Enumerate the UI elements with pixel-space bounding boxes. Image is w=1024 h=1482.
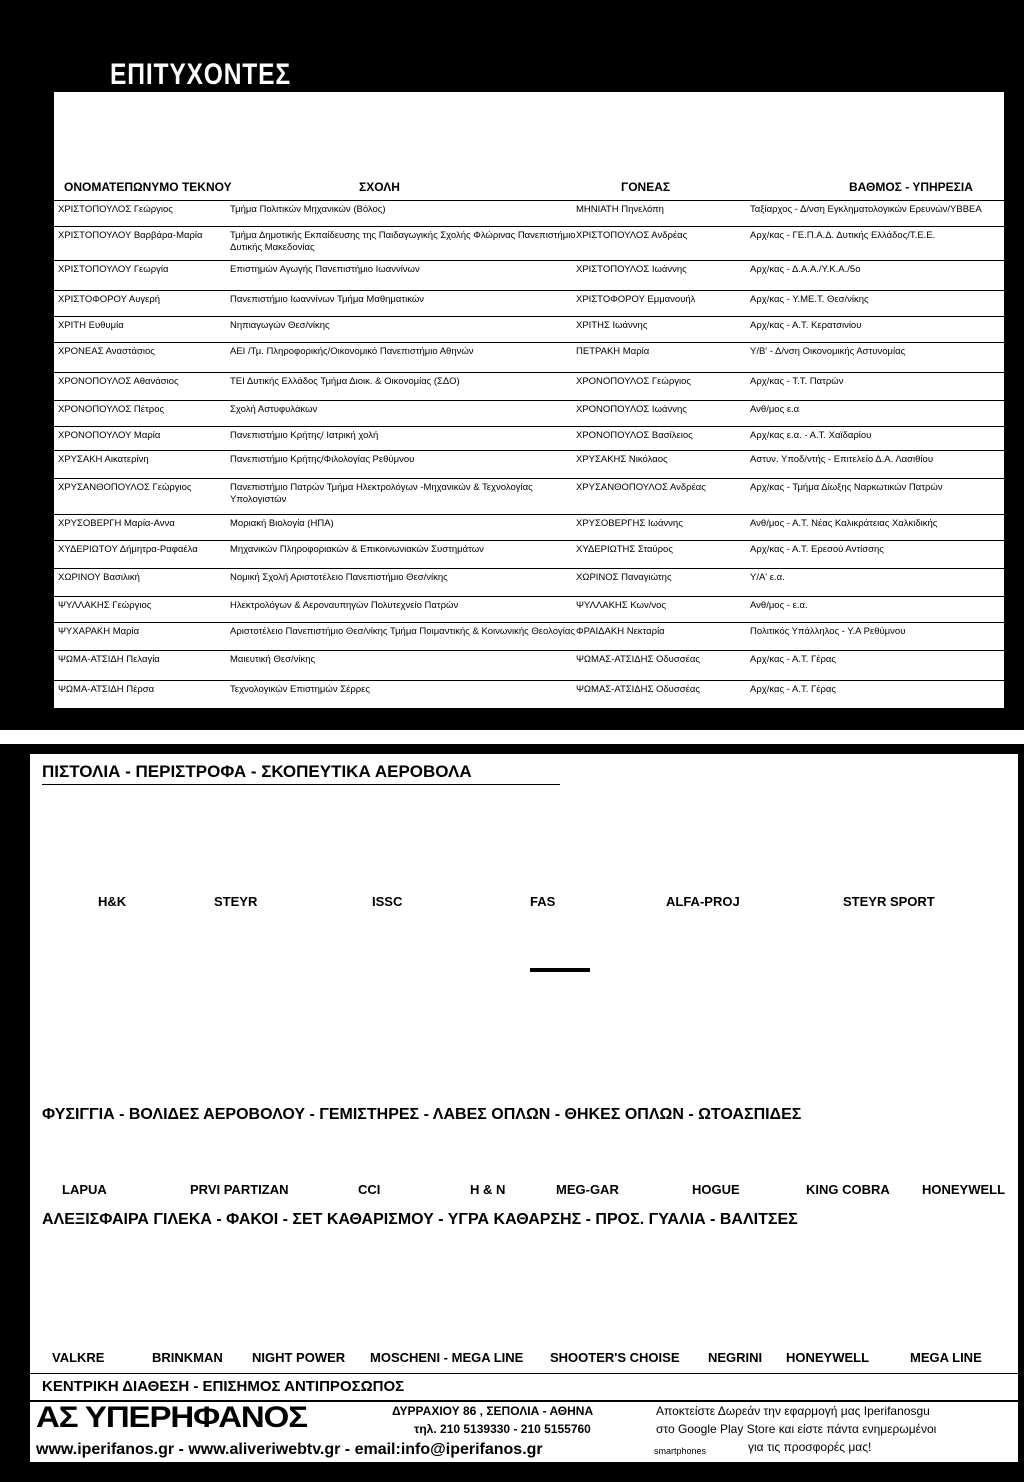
- brand-label: MOSCHENI - MEGA LINE: [370, 1350, 524, 1365]
- header-parent: ΓΟΝΕΑΣ: [621, 180, 671, 194]
- brand-label: BRINKMAN: [152, 1350, 223, 1365]
- cell-school: ΑΕΙ /Τμ. Πληροφορικής/Οικονομικό Πανεπιστήμιο Αθηνών: [230, 346, 474, 357]
- table-row: [54, 290, 1004, 305]
- table-row: [54, 226, 1004, 253]
- cell-parent: ΧΥΔΕΡΙΩΤΗΣ Σταύρος: [576, 544, 673, 555]
- cell-school: Μοριακή Βιολογία (ΗΠΑ): [230, 518, 334, 529]
- cell-parent: ΧΡΟΝΟΠΟΥΛΟΣ Ιωάννης: [576, 404, 687, 415]
- header-child-name: ΟΝΟΜΑΤΕΠΩΝΥΜΟ ΤΕΚΝΟΥ: [64, 180, 232, 194]
- table-row: [54, 316, 1004, 331]
- header-rank: ΒΑΘΜΟΣ - ΥΠΗΡΕΣΙΑ: [849, 180, 973, 194]
- cell-rank: Αστυν. Υποδ/ντής - Επιτελείο Δ.Α. Λασιθίου: [750, 454, 934, 465]
- cell-rank: Αρχ/κας - Α.Τ. Γέρας: [750, 654, 836, 665]
- cell-child-name: ΧΡΟΝΟΠΟΥΛΟΣ Αθανάσιος: [58, 376, 179, 387]
- brand-label: CCI: [358, 1182, 381, 1197]
- cell-parent: ΨΩΜΑΣ-ΑΤΣΙΔΗΣ Οδυσσέας: [576, 684, 700, 695]
- table-header: [54, 180, 1004, 200]
- brand-label: ISSC: [372, 894, 403, 909]
- cell-school: Τμήμα Πολιτικών Μηχανικών (Βόλος): [230, 204, 386, 215]
- cell-rank: Αρχ/κας - Α.Τ. Κερατσινίου: [750, 320, 862, 331]
- table-row: [54, 342, 1004, 357]
- cell-school: Τεχνολογικών Επιστημών Σέρρες: [230, 684, 370, 695]
- cell-school: Πανεπιστήμιο Κρήτης/ Ιατρική χολή: [230, 430, 379, 441]
- store-phone: τηλ. 210 5139330 - 210 5155760: [414, 1422, 591, 1436]
- cell-parent: ΧΡΥΣΟΒΕΡΓΗΣ Ιωάννης: [576, 518, 683, 529]
- brand-label: MEGA LINE: [910, 1350, 982, 1365]
- table-row: [54, 540, 1004, 555]
- cell-parent: ΠΕΤΡΑΚΗ Μαρία: [576, 346, 650, 357]
- cell-school: Επιστημών Αγωγής Πανεπιστήμιο Ιωαννίνων: [230, 264, 420, 275]
- brand-label: MEG-GAR: [556, 1182, 619, 1197]
- cell-rank: Ανθ/μος - ε.α.: [750, 600, 808, 611]
- table-row: [54, 426, 1004, 441]
- cell-rank: Αρχ/κας - ΓΕ.Π.Α.Δ. Δυτικής Ελλάδος/Τ.Ε.Ε.: [750, 230, 936, 241]
- table-row: [54, 478, 1004, 505]
- cell-rank: Αρχ/κας - Α.Τ. Γέρας: [750, 684, 836, 695]
- cell-school: Πανεπιστήμιο Πατρών Τμήμα Ηλεκτρολόγων -Μηχανικών & Τεχνολογίας Υπολογιστών: [230, 482, 533, 505]
- app-promo-small: smartphones: [654, 1446, 707, 1456]
- cell-child-name: ΧΡΥΣΟΒΕΡΓΗ Μαρία-Αννα: [58, 518, 175, 529]
- cell-rank: Αρχ/κας - Τ.Τ. Πατρών: [750, 376, 844, 387]
- cell-parent: ΨΩΜΑΣ-ΑΤΣΙΔΗΣ Οδυσσέας: [576, 654, 700, 665]
- cell-rank: Αρχ/κας ε.α. - Α.Τ. Χαϊδαρίου: [750, 430, 872, 441]
- divider-short: [530, 968, 590, 972]
- cell-child-name: ΧΡΙΣΤΟΠΟΥΛΟΣ Γεώργιος: [58, 204, 173, 215]
- cell-rank: Υ/Α' ε.α.: [750, 572, 785, 583]
- cell-parent: ΧΡΟΝΟΠΟΥΛΟΣ Γεώργιος: [576, 376, 691, 387]
- cell-parent: ΧΡΙΣΤΟΦΟΡΟΥ Εμμανουήλ: [576, 294, 696, 305]
- brand-label: STEYR: [214, 894, 258, 909]
- cell-child-name: ΧΡΥΣΑΝΘΟΠΟΥΛΟΣ Γεώργιος: [58, 482, 192, 493]
- cell-parent: ΧΡΙΣΤΟΠΟΥΛΟΣ Ιωάννης: [576, 264, 687, 275]
- cell-parent: ΧΡΙΣΤΟΠΟΥΛΟΣ Ανδρέας: [576, 230, 688, 241]
- advertisement: [0, 744, 1024, 1482]
- cell-rank: Αρχ/κας - Α.Τ. Ερεσού Αντίσσης: [750, 544, 884, 555]
- cell-school: Μαιευτική Θεσ/νίκης: [230, 654, 316, 665]
- table-row: [54, 260, 1004, 275]
- heading-pistols: ΠΙΣΤΟΛΙΑ - ΠΕΡΙΣΤΡΟΦΑ - ΣΚΟΠΕΥΤΙΚΑ ΑΕΡΟΒΟΛΑ: [42, 762, 472, 781]
- heading-accessories: ΑΛΕΞΙΣΦΑΙΡΑ ΓΙΛΕΚΑ - ΦΑΚΟΙ - ΣΕΤ ΚΑΘΑΡΙΣΜΟΥ - ΥΓΡΑ ΚΑΘΑΡΣΗΣ - ΠΡΟΣ. ΓΥΑΛΙΑ - ΒΑΛΙΤΣΕΣ: [42, 1211, 798, 1228]
- brand-label: H&K: [98, 894, 127, 909]
- app-promo-line-1: Αποκτείστε Δωρεάν την εφαρμογή μας Iperifanosgu: [656, 1404, 930, 1418]
- cell-school: Ηλεκτρολόγων & Αεροναυπηγών Πολυτεχνείο Πατρών: [230, 600, 459, 611]
- page-title: ΕΠΙΤΥΧΟΝΤΕΣ: [110, 58, 291, 91]
- table-row: [54, 400, 1004, 415]
- cell-parent: ΧΡΙΤΗΣ Ιωάννης: [576, 320, 648, 331]
- brand-label: PRVI PARTIZAN: [190, 1182, 289, 1197]
- cell-school: ΤΕΙ Δυτικής Ελλάδος Τμήμα Διοικ. & Οικονομίας (ΣΔΟ): [230, 376, 460, 387]
- table-row: [54, 514, 1004, 529]
- cell-child-name: ΧΡΟΝΟΠΟΥΛΟΣ Πέτρος: [58, 404, 165, 415]
- cell-child-name: ΧΡΙΣΤΟΠΟΥΛΟΥ Βαρβάρα-Μαρία: [58, 230, 203, 241]
- brand-label: FAS: [530, 894, 556, 909]
- store-address: ΔΥΡΡΑΧΙΟΥ 86 , ΣΕΠΟΛΙΑ - ΑΘΗΝΑ: [392, 1404, 594, 1418]
- website-links[interactable]: www.iperifanos.gr - www.aliveriwebtv.gr - email:info@iperifanos.gr: [36, 1441, 543, 1458]
- cell-parent: ΧΡΥΣΑΝΘΟΠΟΥΛΟΣ Ανδρέας: [576, 482, 706, 493]
- cell-school: Σχολή Αστυφυλάκων: [230, 404, 318, 415]
- table-row: [54, 622, 1004, 637]
- cell-child-name: ΧΡΙΣΤΟΦΟΡΟΥ Αυγερή: [58, 294, 161, 305]
- brand-label: VALKRE: [52, 1350, 105, 1365]
- cell-rank: Αρχ/κας - Δ.Α.Α./Υ.Κ.Α./5ο: [750, 264, 861, 275]
- cell-school: Πανεπιστήμιο Κρήτης/Φιλολογίας Ρεθύμνου: [230, 454, 415, 465]
- cell-child-name: ΧΡΥΣΑΚΗ Αικατερίνη: [58, 454, 149, 465]
- cell-school: Πανεπιστήμιο Ιωαννίνων Τμήμα Μαθηματικών: [230, 294, 425, 305]
- results-panel: [0, 0, 1024, 730]
- cell-child-name: ΧΡΙΤΗ Ευθυμία: [58, 320, 124, 331]
- cell-child-name: ΧΡΙΣΤΟΠΟΥΛΟΥ Γεωργία: [58, 264, 169, 275]
- distribution-heading: ΚΕΝΤΡΙΚΗ ΔΙΑΘΕΣΗ - ΕΠΙΣΗΜΟΣ ΑΝΤΙΠΡΟΣΩΠΟΣ: [42, 1378, 405, 1395]
- divider: [30, 1373, 1018, 1374]
- cell-child-name: ΧΥΔΕΡΙΩΤΟΥ Δήμητρα-Ραφαέλα: [58, 544, 198, 555]
- cell-child-name: ΨΥΧΑΡΑΚΗ Μαρία: [58, 626, 140, 637]
- cell-rank: Ανθ/μος - Α.Τ. Νέας Καλικράτειας Χαλκιδικής: [750, 518, 938, 529]
- cell-school: Τμήμα Δημοτικής Εκπαίδευσης της Παιδαγωγικής Σχολής Φλώρινας Πανεπιστήμιο Δυτικής Μακεδονίας: [230, 230, 576, 253]
- cell-parent: ΦΡΑΙΔΑΚΗ Νεκταρία: [576, 626, 665, 637]
- table-row: [54, 596, 1004, 611]
- cell-rank: Ταξίαρχος - Δ/νση Εγκληματολογικών Ερευνών/ΥΒΒΕΑ: [750, 204, 982, 215]
- heading-ammo: ΦΥΣΙΓΓΙΑ - ΒΟΛΙΔΕΣ ΑΕΡΟΒΟΛΟΥ - ΓΕΜΙΣΤΗΡΕΣ - ΛΑΒΕΣ ΟΠΛΩΝ - ΘΗΚΕΣ ΟΠΛΩΝ - ΩΤΟΑΣΠΙΔΕΣ: [42, 1106, 802, 1123]
- app-promo-line-3: για τις προσφορές μας!: [748, 1440, 872, 1454]
- cell-rank: Αρχ/κας - Τμήμα Δίωξης Ναρκωτικών Πατρών: [750, 482, 943, 493]
- cell-child-name: ΨΩΜΑ-ΑΤΣΙΔΗ Πέρσα: [58, 684, 155, 695]
- brand-label: LAPUA: [62, 1182, 107, 1197]
- brand-label: NEGRINI: [708, 1350, 763, 1365]
- cell-school: Αριστοτέλειο Πανεπιστήμιο Θεσ/νίκης Τμήμα Ποιμαντικής & Κοινωνικής Θεολογίας: [230, 626, 575, 637]
- cell-rank: Ανθ/μος ε.α: [750, 404, 800, 415]
- heading-underline: [42, 784, 560, 785]
- store-logo: ΑΣ ΥΠΕΡΗΦΑΝΟΣ: [36, 1401, 307, 1434]
- table-row: [54, 372, 1004, 387]
- brand-label: HONEYWELL: [922, 1182, 1006, 1197]
- brand-label: H & N: [470, 1182, 506, 1197]
- table-row: [54, 680, 1004, 695]
- cell-parent: ΜΗΝΙΑΤΗ Πηνελόπη: [576, 204, 664, 215]
- cell-child-name: ΧΡΟΝΕΑΣ Αναστάσιος: [58, 346, 155, 357]
- cell-school: Μηχανικών Πληροφοριακών & Επικοινωνιακών Συστημάτων: [230, 544, 484, 555]
- divider: [30, 748, 1018, 750]
- brand-label: KING COBRA: [806, 1182, 890, 1197]
- cell-school: Νομική Σχολή Αριστοτέλειο Πανεπιστήμιο Θεσ/νίκης: [230, 572, 448, 583]
- table-row: [54, 568, 1004, 583]
- brand-label: HOGUE: [692, 1182, 740, 1197]
- cell-rank: Πολιτικός Υπάλληλος - Υ.Α Ρεθύμνου: [750, 626, 906, 637]
- table-row: [54, 200, 1004, 215]
- brand-label: STEYR SPORT: [843, 894, 935, 909]
- brand-label: ALFA-PROJ: [666, 894, 740, 909]
- cell-parent: ΨΥΛΛΑΚΗΣ Κων/νος: [576, 600, 666, 611]
- cell-rank: Αρχ/κας - Υ.ΜΕ.Τ. Θεσ/νίκης: [750, 294, 869, 305]
- app-promo-line-2: στο Google Play Store και είστε πάντα ενημερωμένοι: [656, 1422, 937, 1436]
- brand-label: HONEYWELL: [786, 1350, 870, 1365]
- brand-label: SHOOTER'S CHOISE: [550, 1350, 680, 1365]
- table-row: [54, 450, 1004, 465]
- cell-school: Νηπιαγωγών Θεσ/νίκης: [230, 320, 330, 331]
- brand-label: NIGHT POWER: [252, 1350, 346, 1365]
- cell-child-name: ΧΩΡΙΝΟΥ Βασιλική: [58, 572, 140, 583]
- table-row: [54, 650, 1004, 665]
- header-school: ΣΧΟΛΗ: [359, 180, 400, 194]
- cell-parent: ΧΡΥΣΑΚΗΣ Νικόλαος: [576, 454, 668, 465]
- cell-child-name: ΧΡΟΝΟΠΟΥΛΟΥ Μαρία: [58, 430, 161, 441]
- cell-child-name: ΨΩΜΑ-ΑΤΣΙΔΗ Πελαγία: [58, 654, 160, 665]
- cell-child-name: ΨΥΛΛΑΚΗΣ Γεώργιος: [58, 600, 152, 611]
- cell-parent: ΧΡΟΝΟΠΟΥΛΟΣ Βασίλειος: [576, 430, 693, 441]
- cell-rank: Υ/Β' - Δ/νση Οικονομικής Αστυνομίας: [750, 346, 906, 357]
- cell-parent: ΧΩΡΙΝΟΣ Παναγιώτης: [576, 572, 672, 583]
